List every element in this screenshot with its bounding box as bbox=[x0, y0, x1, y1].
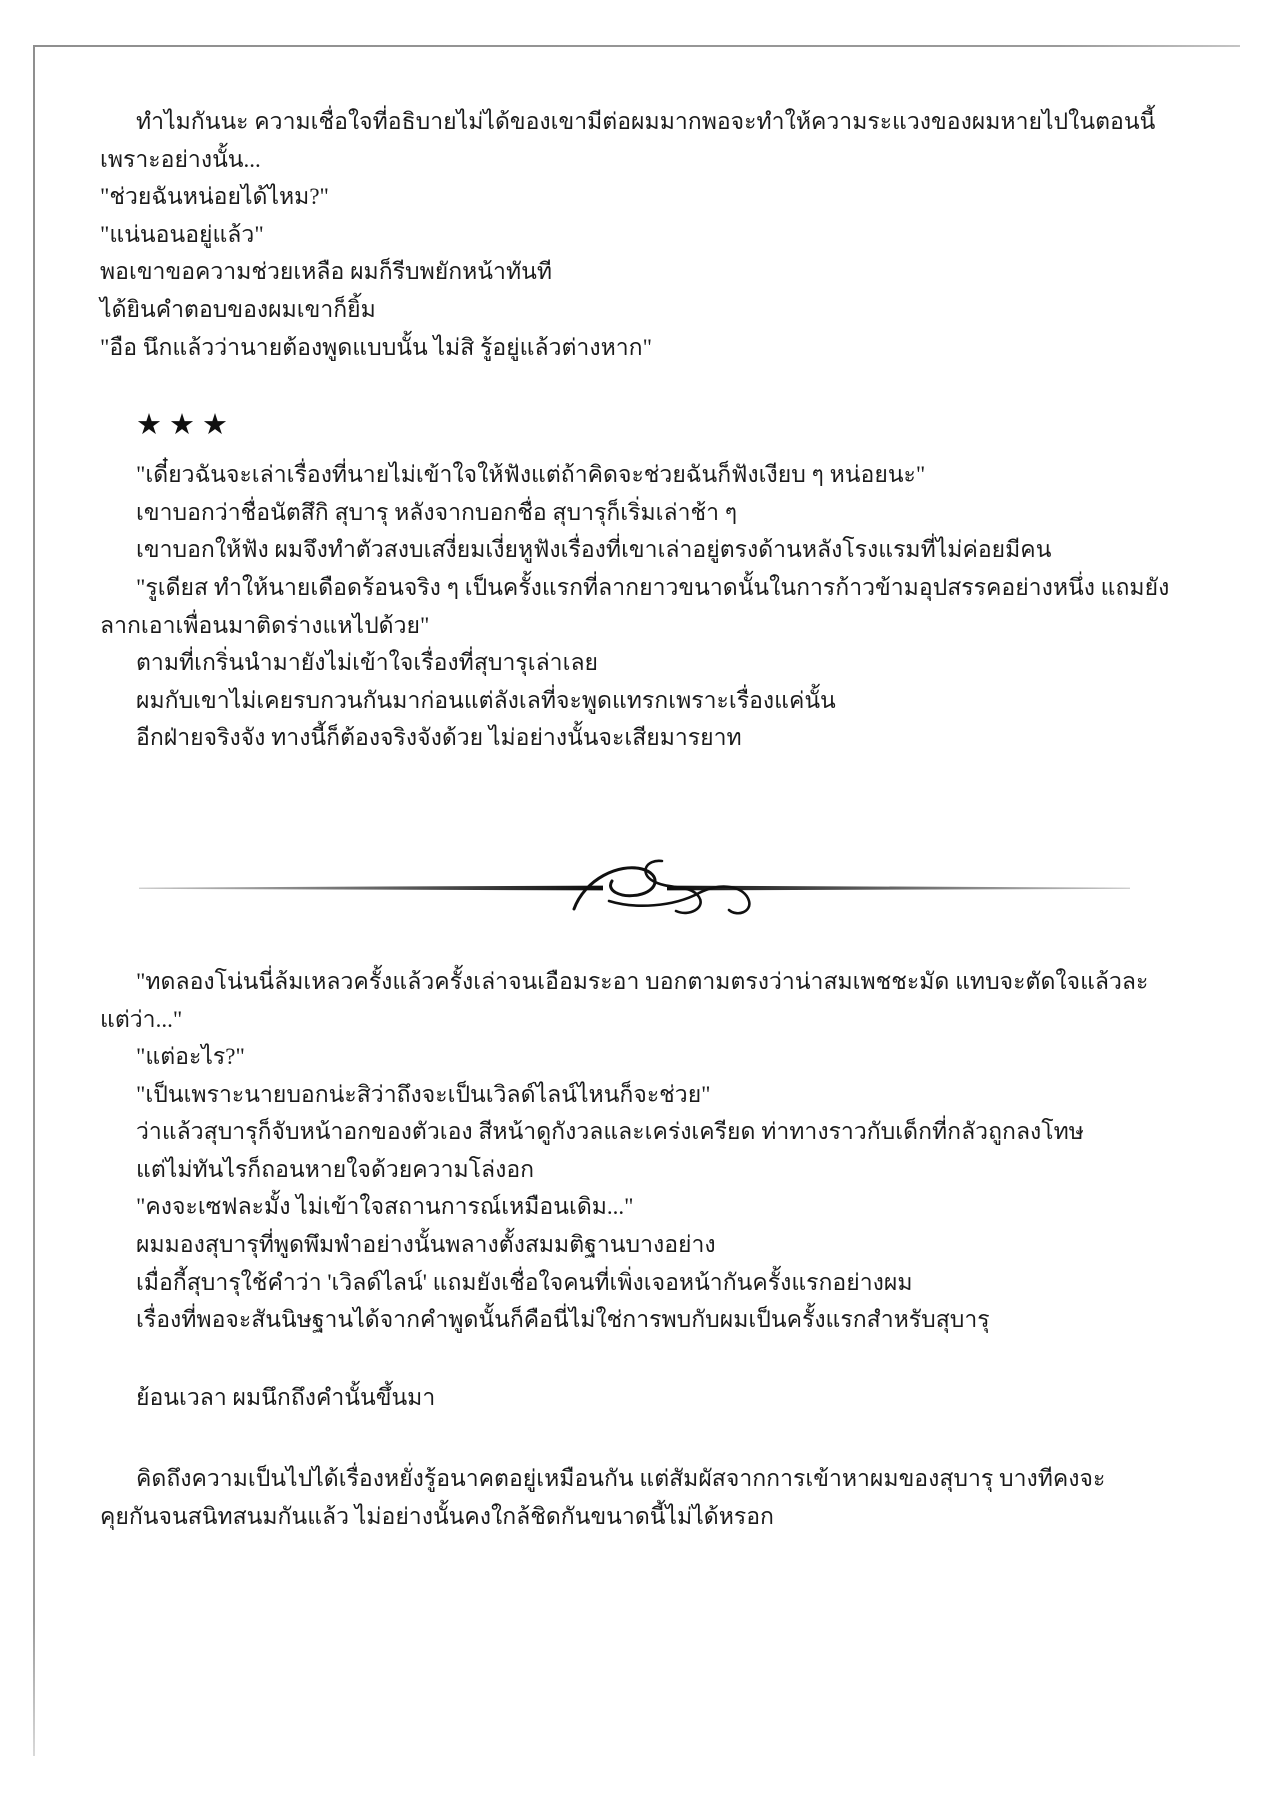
text-line: ทำไมกันนะ ความเชื่อใจที่อธิบายไม่ได้ของเขามีต่อผมมากพอจะทำให้ความระแวงของผมหายไปในตอนนี้ bbox=[136, 109, 1156, 134]
section-conversation bbox=[100, 456, 1172, 757]
text-line: "อือ นึกแล้วว่านายต้องพูดแบบนั้น ไม่สิ รู้อยู่แล้วต่างหาก" bbox=[100, 334, 652, 360]
text-line: แต่ว่า..." bbox=[100, 1006, 183, 1032]
page-text bbox=[100, 103, 1172, 1536]
text-line: เรื่องที่พอจะสันนิษฐานได้จากคำพูดนั้นก็คือนี่ไม่ใช่การพบกับผมเป็นครั้งแรกสำหรับสุบารุ bbox=[136, 1307, 990, 1333]
text-line: ผมกับเขาไม่เคยรบกวนกันมาก่อนแต่ลังเลที่จะพูดแทรกเพราะเรื่องแค่นั้น bbox=[136, 687, 836, 713]
page-border-top bbox=[33, 45, 1240, 47]
page-border-left bbox=[33, 45, 35, 1756]
text-line: "คงจะเซฟละมั้ง ไม่เข้าใจสถานการณ์เหมือนเดิม..." bbox=[136, 1194, 634, 1220]
text-line: ผมมองสุบารุที่พูดพึมพำอย่างนั้นพลางตั้งสมมติฐานบางอย่าง bbox=[136, 1232, 716, 1258]
section-closing bbox=[100, 1379, 1172, 1536]
section-divider bbox=[133, 857, 1136, 921]
flourish-icon bbox=[133, 857, 1136, 921]
text-line: "แต่อะไร?" bbox=[136, 1044, 245, 1070]
section-opening bbox=[100, 103, 1172, 366]
text-line: "รูเดียส ทำให้นายเดือดร้อนจริง ๆ เป็นครั้งแรกที่ลากยาวขนาดนั้นในการก้าวข้ามอุปสรรคอย่างหนึ่ง แถมยัง bbox=[136, 574, 1170, 600]
text-line: เขาบอกให้ฟัง ผมจึงทำตัวสงบเสงี่ยมเงี่ยหูฟังเรื่องที่เขาเล่าอยู่ตรงด้านหลังโรงแรมที่ไม่ค่อยมีคน bbox=[136, 537, 1052, 563]
text-line: ได้ยินคำตอบของผมเขาก็ยิ้ม bbox=[100, 296, 376, 322]
scene-break-stars: ★★★ bbox=[136, 409, 235, 442]
text-line: ย้อนเวลา ผมนึกถึงคำนั้นขึ้นมา bbox=[136, 1384, 436, 1410]
text-line: อีกฝ่ายจริงจัง ทางนี้ก็ต้องจริงจังด้วย ไม่อย่างนั้นจะเสียมารยาท bbox=[136, 725, 742, 751]
text-line: "เป็นเพราะนายบอกน่ะสิว่าถึงจะเป็นเวิลด์ไลน์ไหนก็จะช่วย" bbox=[136, 1081, 711, 1107]
text-line: คิดถึงความเป็นไปได้เรื่องหยั่งรู้อนาคตอยู่เหมือนกัน แต่สัมผัสจากการเข้าหาผมของสุบารุ บางทีคงจะ bbox=[136, 1466, 1106, 1492]
text-line: "ช่วยฉันหน่อยได้ไหม?" bbox=[100, 184, 329, 210]
text-line: พอเขาขอความช่วยเหลือ ผมก็รีบพยักหน้าทันที bbox=[100, 259, 552, 285]
text-line: ว่าแล้วสุบารุก็จับหน้าอกของตัวเอง สีหน้าดูกังวลและเคร่งเครียด ท่าทางราวกับเด็กที่กลัวถูกลงโทษ bbox=[136, 1119, 1084, 1145]
text-line: เพราะอย่างนั้น... bbox=[100, 146, 261, 172]
text-line: เมื่อกี้สุบารุใช้คำว่า 'เวิลด์ไลน์' แถมยังเชื่อใจคนที่เพิ่งเจอหน้ากันครั้งแรกอย่างผม bbox=[136, 1269, 913, 1295]
text-line: "เดี๋ยวฉันจะเล่าเรื่องที่นายไม่เข้าใจให้ฟังแต่ถ้าคิดจะช่วยฉันก็ฟังเงียบ ๆ หน่อยนะ" bbox=[136, 462, 926, 488]
text-line: เขาบอกว่าชื่อนัตสึกิ สุบารุ หลังจากบอกชื่อ สุบารุก็เริ่มเล่าช้า ๆ bbox=[136, 499, 738, 525]
text-line: แต่ไม่ทันไรก็ถอนหายใจด้วยความโล่งอก bbox=[136, 1156, 535, 1182]
text-line: ตามที่เกริ่นนำมายังไม่เข้าใจเรื่องที่สุบารุเล่าเลย bbox=[136, 650, 599, 676]
text-line: "ทดลองโน่นนี่ล้มเหลวครั้งแล้วครั้งเล่าจนเอือมระอา บอกตามตรงว่าน่าสมเพชชะมัด แทบจะตัดใจแล้วละ bbox=[136, 968, 1149, 994]
section-after-divider bbox=[100, 963, 1172, 1339]
text-line: คุยกันจนสนิทสนมกันแล้ว ไม่อย่างนั้นคงใกล้ชิดกันขนาดนี้ไม่ได้หรอก bbox=[100, 1504, 774, 1530]
text-line: ลากเอาเพื่อนมาติดร่างแหไปด้วย" bbox=[100, 612, 430, 638]
text-line: "แน่นอนอยู่แล้ว" bbox=[100, 221, 264, 247]
